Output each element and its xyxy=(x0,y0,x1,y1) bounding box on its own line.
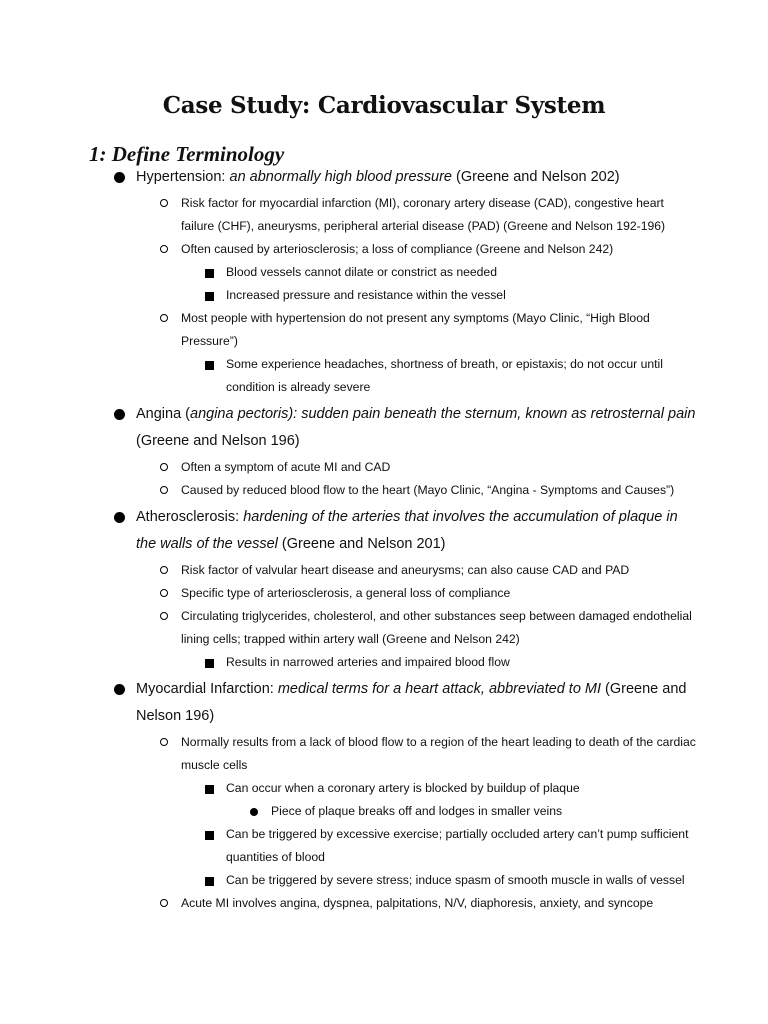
list-item-text: Piece of plaque breaks off and lodges in smaller veins xyxy=(271,803,563,818)
term-item-atherosclerosis xyxy=(0,504,768,674)
bullet-circle-icon xyxy=(160,566,168,574)
term-item-hypertension xyxy=(0,164,768,399)
list-item-text: Can be triggered by excessive exercise; partially occluded artery can’t pump sufficient quantities of blood xyxy=(226,826,689,864)
bullet-circle-icon xyxy=(160,486,168,494)
bullet-disc-icon xyxy=(114,409,125,420)
term-citation: (Greene and Nelson 196) xyxy=(136,433,300,449)
list-item-text: Can occur when a coronary artery is blocked by buildup of plaque xyxy=(226,780,580,795)
list-item-text: Results in narrowed arteries and impaired blood flow xyxy=(226,654,510,669)
list-item-text: Often a symptom of acute MI and CAD xyxy=(181,459,391,474)
term-label: Myocardial Infarction: xyxy=(136,680,278,697)
bullet-square-icon xyxy=(205,361,214,370)
list-item xyxy=(181,651,698,674)
list-item-text: Specific type of arteriosclerosis, a general loss of compliance xyxy=(181,585,511,600)
bullet-square-icon xyxy=(205,269,214,278)
list-item xyxy=(136,192,698,238)
bullet-disc-icon xyxy=(114,512,125,523)
list-item-text: Often caused by arteriosclerosis; a loss of compliance (Greene and Nelson 242) xyxy=(181,241,614,256)
term-definition: angina pectoris): sudden pain beneath the sternum, known as retrosternal pain xyxy=(190,405,696,422)
bullet-circle-icon xyxy=(160,589,168,597)
list-item xyxy=(136,731,698,892)
list-item xyxy=(226,800,698,823)
bullet-circle-icon xyxy=(160,199,168,207)
list-item xyxy=(136,456,698,479)
term-label: Angina ( xyxy=(136,405,191,422)
section-heading: 1: Define Terminology xyxy=(89,142,285,166)
list-item xyxy=(136,559,698,582)
list-item xyxy=(181,353,698,399)
term-definition: medical terms for a heart attack, abbreviated to MI xyxy=(277,680,602,697)
list-item xyxy=(136,582,698,605)
page-title: Case Study: Cardiovascular System xyxy=(162,92,606,119)
list-item-text: Circulating triglycerides, cholesterol, and other substances seep between damaged endothelial lining cells; trapped within artery wall (Greene and Nelson 242) xyxy=(181,608,692,646)
list-item-text: Risk factor for myocardial infarction (MI), coronary artery disease (CAD), congestive heart failure (CHF), aneurysms, peripheral arterial disease (PAD) (Greene and Nelson 192-196) xyxy=(181,195,666,233)
bullet-square-icon xyxy=(205,877,214,886)
bullet-disc-icon xyxy=(114,684,125,695)
terminology-list xyxy=(0,164,768,917)
term-item-angina xyxy=(0,401,768,502)
term-item-myocardial-infarction xyxy=(0,676,768,915)
list-item xyxy=(136,479,698,502)
list-item xyxy=(181,284,698,307)
list-item xyxy=(136,605,698,674)
list-item-text: Blood vessels cannot dilate or constrict as needed xyxy=(226,264,497,279)
term-definition: an abnormally high blood pressure xyxy=(229,169,452,185)
bullet-circle-icon xyxy=(160,314,168,322)
bullet-square-icon xyxy=(205,831,214,840)
list-item-text: Caused by reduced blood flow to the heart (Mayo Clinic, “Angina - Symptoms and Causes”) xyxy=(181,482,675,497)
term-citation: (Greene and Nelson 202) xyxy=(451,169,620,185)
list-item-text: Most people with hypertension do not present any symptoms (Mayo Clinic, “High Blood Pressure”) xyxy=(181,310,650,348)
list-item-text: Acute MI involves angina, dyspnea, palpitations, N/V, diaphoresis, anxiety, and syncope xyxy=(181,895,654,910)
list-item xyxy=(181,823,698,869)
term-citation: (Greene and Nelson 196) xyxy=(136,680,687,724)
bullet-circle-icon xyxy=(160,738,168,746)
list-item xyxy=(181,261,698,284)
bullet-circle-icon xyxy=(160,899,168,907)
list-item xyxy=(136,892,698,915)
term-citation: (Greene and Nelson 201) xyxy=(277,536,446,552)
term-label: Hypertension: xyxy=(136,169,230,185)
list-item-text: Normally results from a lack of blood flow to a region of the heart leading to death of the cardiac muscle cells xyxy=(181,734,696,772)
list-item xyxy=(136,307,698,399)
term-definition: hardening of the arteries that involves the accumulation of plaque in the walls of the vessel xyxy=(136,508,678,552)
bullet-disc-icon xyxy=(114,172,125,183)
list-item xyxy=(181,869,698,892)
bullet-square-icon xyxy=(205,292,214,301)
list-item-text: Can be triggered by severe stress; induce spasm of smooth muscle in walls of vessel xyxy=(226,872,685,887)
bullet-square-icon xyxy=(205,785,214,794)
bullet-circle-icon xyxy=(160,612,168,620)
list-item xyxy=(181,777,698,823)
list-item-text: Risk factor of valvular heart disease and aneurysms; can also cause CAD and PAD xyxy=(181,562,630,577)
list-item-text: Increased pressure and resistance within the vessel xyxy=(226,287,506,302)
term-label: Atherosclerosis: xyxy=(136,508,244,525)
bullet-disc-icon xyxy=(250,808,258,816)
bullet-circle-icon xyxy=(160,463,168,471)
list-item xyxy=(136,238,698,307)
list-item-text: Some experience headaches, shortness of breath, or epistaxis; do not occur until condition is already severe xyxy=(226,356,663,394)
bullet-circle-icon xyxy=(160,245,168,253)
bullet-square-icon xyxy=(205,659,214,668)
